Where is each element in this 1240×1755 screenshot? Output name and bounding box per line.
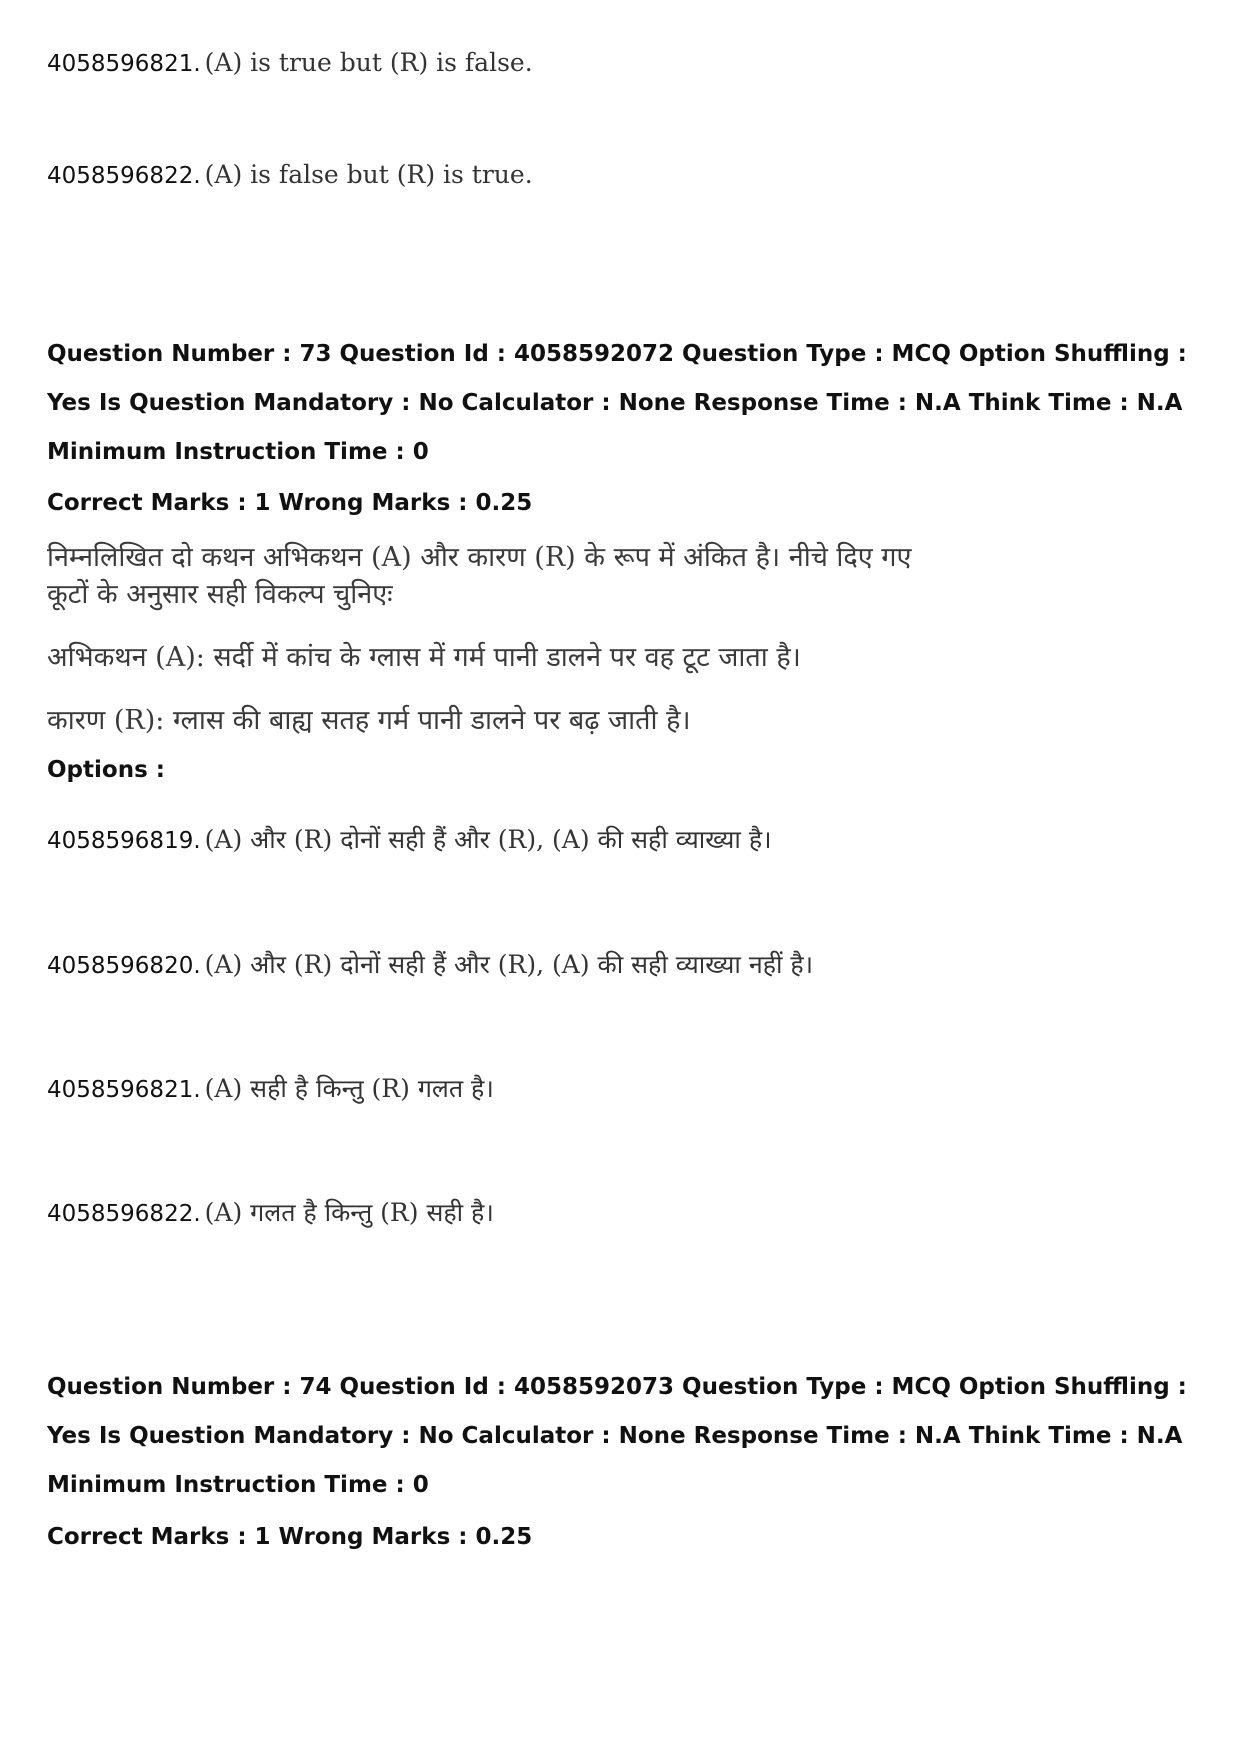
- option-row: [47, 48, 533, 77]
- option-text: (A) गलत है किन्तु (R) सही है।: [204, 1198, 494, 1227]
- question-marks: Correct Marks : 1 Wrong Marks : 0.25: [47, 490, 533, 516]
- option-text: (A) is true but (R) is false.: [204, 48, 533, 77]
- question-marks: Correct Marks : 1 Wrong Marks : 0.25: [47, 1524, 533, 1550]
- option-id: 4058596820.: [47, 953, 201, 979]
- question-text: [47, 537, 911, 611]
- option-id: 4058596821.: [47, 51, 201, 77]
- option-row: [47, 947, 813, 981]
- assertion-text: अभिकथन (A): सर्दी में कांच के ग्लास में गर्म पानी डालने पर वह टूट जाता है।: [47, 642, 801, 673]
- question-meta: Question Number : 73 Question Id : 4058592072 Question Type : MCQ Option Shuffling : Yes Is Question Mandatory : No Calculator : None Response Time : N.A Think Time : N.A Minimum Instruction Time : 0: [47, 341, 1187, 465]
- question-line: निम्नलिखित दो कथन अभिकथन (A) और कारण (R) के रूप में अंकित है। नीचे दिए गए: [47, 542, 912, 573]
- option-id: 4058596821.: [47, 1077, 201, 1103]
- reason-text: कारण (R): ग्लास की बाह्य सतह गर्म पानी डालने पर बढ़ जाती है।: [47, 705, 691, 736]
- question-meta: Question Number : 74 Question Id : 4058592073 Question Type : MCQ Option Shuffling : Yes Is Question Mandatory : No Calculator : None Response Time : N.A Think Time : N.A Minimum Instruction Time : 0: [47, 1374, 1187, 1498]
- option-text: (A) सही है किन्तु (R) गलत है।: [204, 1074, 494, 1103]
- option-id: 4058596819.: [47, 828, 201, 854]
- option-id: 4058596822.: [47, 1201, 201, 1227]
- option-row: [47, 160, 533, 189]
- option-row: [47, 1195, 494, 1229]
- option-row: [47, 1071, 494, 1105]
- options-label: Options :: [47, 757, 165, 783]
- option-text: (A) और (R) दोनों सही हैं और (R), (A) की सही व्याख्या नहीं है।: [204, 950, 814, 979]
- option-id: 4058596822.: [47, 163, 201, 189]
- question-line: कूटों के अनुसार सही विकल्प चुनिएः: [47, 579, 393, 610]
- option-text: (A) is false but (R) is true.: [204, 160, 533, 189]
- option-text: (A) और (R) दोनों सही हैं और (R), (A) की सही व्याख्या है।: [204, 825, 772, 854]
- option-row: [47, 822, 772, 856]
